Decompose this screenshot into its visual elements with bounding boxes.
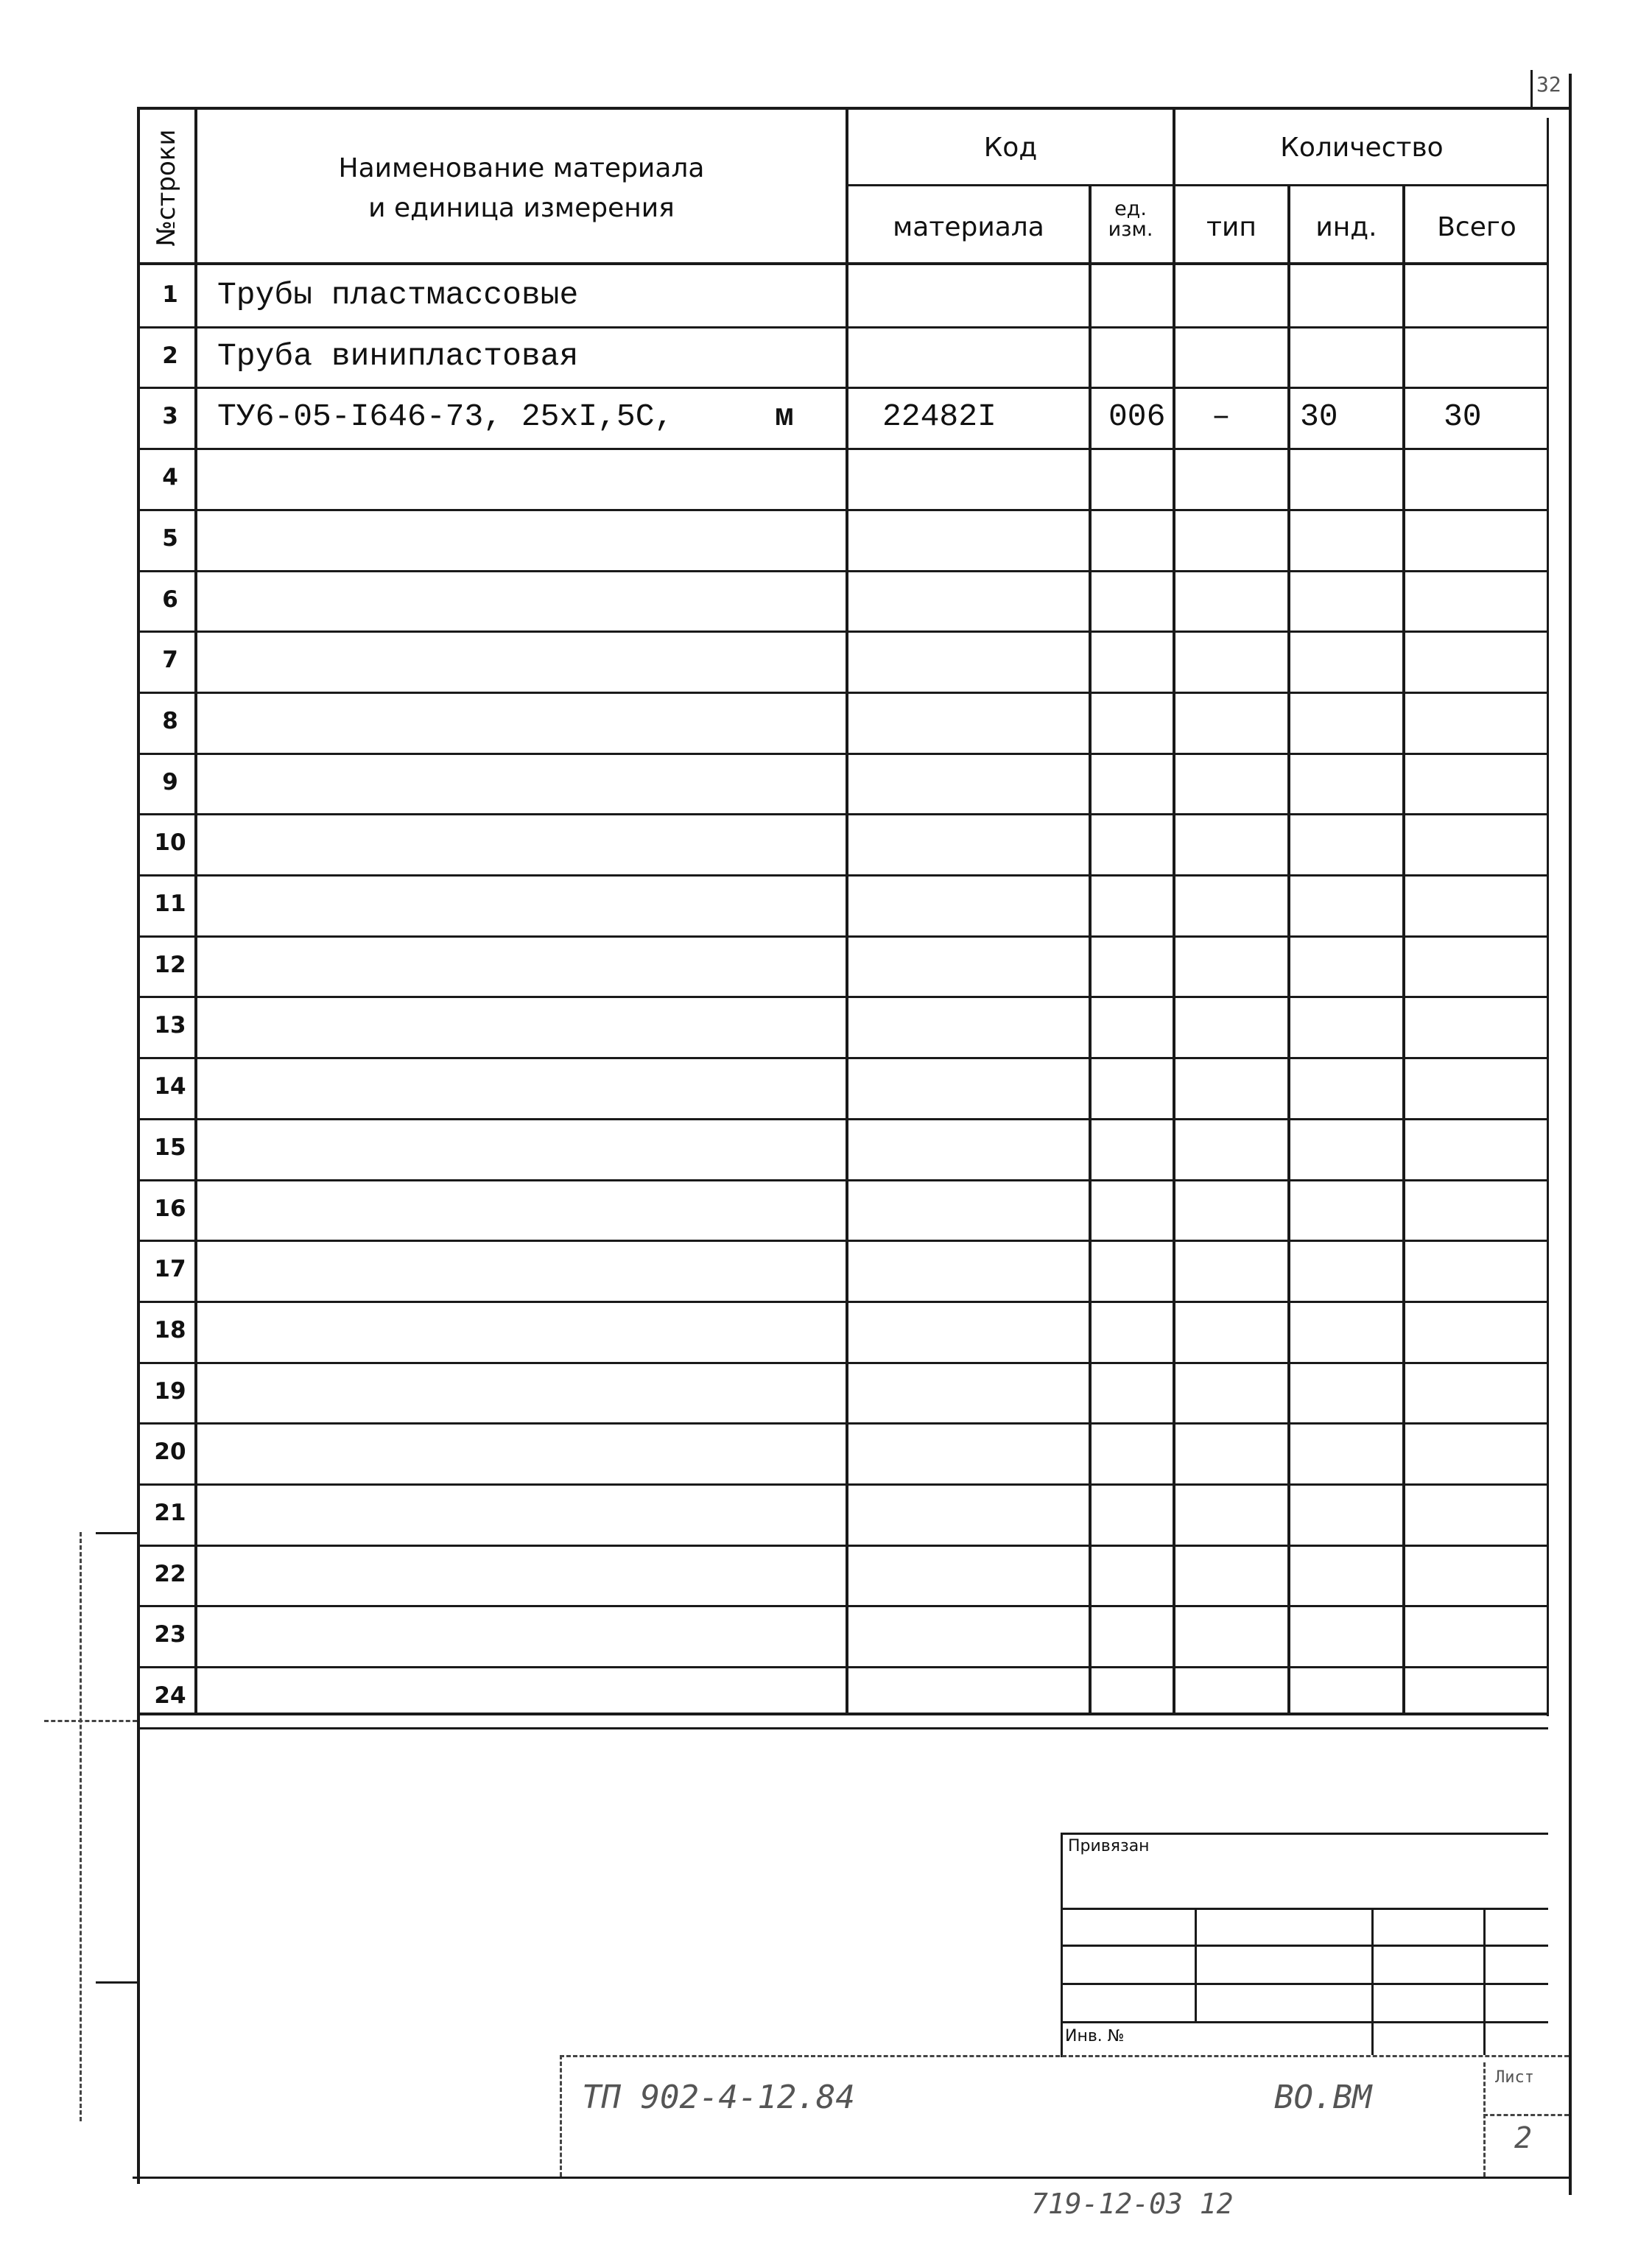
col-div-unit [1173, 107, 1175, 1713]
row-line [137, 1605, 1548, 1607]
row-line [137, 1422, 1548, 1425]
row-number: 6 [162, 586, 178, 613]
row-number: 18 [154, 1317, 186, 1343]
row-number: 21 [154, 1500, 186, 1526]
row-unit-code: 006 [1108, 398, 1166, 435]
row-number: 11 [154, 891, 186, 917]
row-number: 15 [154, 1134, 186, 1161]
binding-strip-line [44, 1720, 137, 1722]
row-line [137, 326, 1548, 329]
col-div-name [846, 107, 848, 1713]
row-number: 19 [154, 1378, 186, 1405]
row-line [137, 1483, 1548, 1486]
row-number: 4 [162, 464, 178, 491]
header-code: Код [983, 133, 1038, 163]
row-number: 16 [154, 1195, 186, 1222]
row-number: 10 [154, 829, 186, 856]
row-line [137, 1240, 1548, 1242]
row-number: 24 [154, 1682, 186, 1709]
binding-strip-left [80, 1532, 82, 2121]
table-top-line [137, 107, 1572, 110]
header-sub-line [846, 184, 1548, 186]
row-qty-total: 30 [1444, 398, 1482, 435]
row-name: Трубы пластмассовые [217, 277, 579, 313]
corner-mark: 32 [1536, 72, 1561, 96]
row-number: 14 [154, 1073, 186, 1100]
row-number: 20 [154, 1439, 186, 1465]
stamp-inv-label: Инв. № [1065, 2027, 1125, 2045]
row-line [137, 874, 1548, 877]
row-line [137, 1118, 1548, 1120]
row-number: 8 [162, 708, 178, 734]
table-bottom-line [137, 1713, 1548, 1715]
row-number: 3 [162, 403, 178, 429]
header-code-material: материала [893, 212, 1044, 242]
row-number: 17 [154, 1256, 186, 1282]
binding-strip-tick1 [96, 1532, 137, 1534]
row-line [137, 570, 1548, 572]
stamp-sheet-number: 2 [1514, 2121, 1533, 2155]
row-line [137, 1179, 1548, 1181]
row-number: 12 [154, 952, 186, 978]
row-line [137, 509, 1548, 511]
row-number: 7 [162, 647, 178, 673]
row-number: 22 [154, 1561, 186, 1587]
row-number: 5 [162, 525, 178, 552]
frame-right [1569, 74, 1572, 2195]
row-line [137, 1057, 1548, 1059]
row-line [137, 692, 1548, 694]
row-number: 9 [162, 769, 178, 795]
frame-right-inner [1547, 118, 1549, 1716]
row-line [137, 1301, 1548, 1303]
row-material-code: 22482I [882, 398, 997, 435]
row-line [137, 1727, 1548, 1729]
row-line [137, 935, 1548, 938]
header-qty-ind: инд. [1315, 212, 1377, 242]
row-line [137, 387, 1548, 389]
header-row-number: №строки [152, 129, 181, 247]
header-name-line2: и единица измерения [368, 193, 675, 223]
header-qty-type: тип [1206, 212, 1256, 242]
stamp-sheet-label: Лист [1495, 2068, 1534, 2087]
row-number: 13 [154, 1012, 186, 1039]
stamp-doc-section: ВО.ВМ [1274, 2079, 1372, 2116]
row-number: 2 [162, 343, 178, 369]
frame-bottom-line [133, 2177, 1569, 2179]
row-number: 23 [154, 1621, 186, 1648]
row-unit-mark: м [775, 398, 794, 435]
row-line [137, 1666, 1548, 1668]
row-name: Труба винипластовая [217, 338, 579, 374]
row-line [137, 753, 1548, 755]
header-quantity: Количество [1280, 133, 1444, 163]
stamp-doc-code: ТП 902-4-12.84 [582, 2079, 855, 2116]
binding-strip-tick2 [96, 1981, 137, 1984]
bottom-note: 719-12-03 12 [1031, 2188, 1234, 2220]
row-qty-ind: 30 [1300, 398, 1338, 435]
row-name: ТУ6-05-I646-73, 25хI,5С, [217, 398, 674, 435]
corner-tick [1530, 70, 1533, 107]
header-bottom-line [137, 262, 1548, 265]
row-line [137, 631, 1548, 633]
header-name-line1: Наименование материала [338, 153, 705, 183]
header-qty-total: Всего [1437, 212, 1516, 242]
row-line [137, 1545, 1548, 1547]
row-line [137, 996, 1548, 998]
row-line [137, 813, 1548, 815]
row-line [137, 1362, 1548, 1364]
row-qty-type: – [1212, 398, 1231, 435]
row-line [137, 448, 1548, 450]
row-number: 1 [162, 281, 178, 308]
frame-left [137, 107, 140, 2184]
stamp-bound-label: Привязан [1068, 1837, 1150, 1855]
header-code-unit: ед. изм. [1108, 197, 1153, 241]
